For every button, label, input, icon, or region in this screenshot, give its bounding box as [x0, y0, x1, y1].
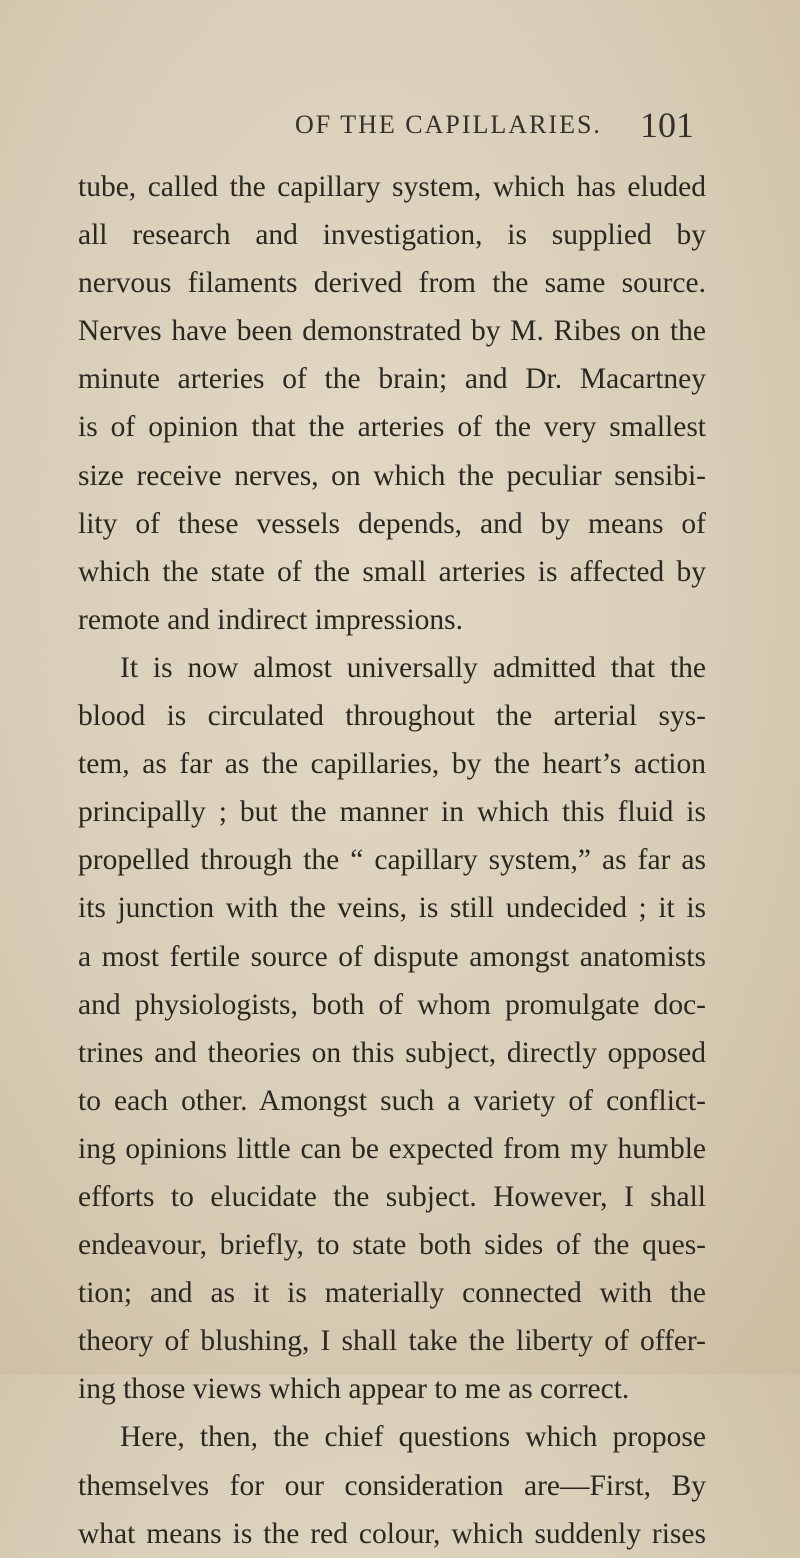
text-line: a most fertile source of dispute amongst anatomists [78, 940, 706, 973]
running-head: OF THE CAPILLARIES. [295, 110, 602, 139]
text-line: endeavour, briefly, to state both sides of the ques- [78, 1229, 706, 1262]
text-line: minute arteries of the brain; and Dr. Macartney [78, 363, 706, 396]
text-line: blood is circulated throughout the arterial sys- [78, 700, 706, 733]
text-line: tem, as far as the capillaries, by the heart’s action [78, 748, 706, 781]
text-line: trines and theories on this subject, directly opposed [78, 1036, 706, 1069]
paragraph-start-line: Here, then, the chief questions which propose [120, 1421, 706, 1454]
body-text [78, 163, 706, 1558]
text-line: tion; and as it is materially connected with the [78, 1277, 706, 1310]
text-line: ing those views which appear to me as correct. [78, 1373, 630, 1406]
text-line: principally ; but the manner in which this fluid is [78, 796, 706, 829]
text-line: which the state of the small arteries is affected by [78, 555, 706, 588]
text-line: ing opinions little can be expected from my humble [78, 1132, 706, 1165]
paragraph-start-line: It is now almost universally admitted that the [120, 651, 706, 684]
text-line: remote and indirect impressions. [78, 603, 464, 636]
text-line: Nerves have been demonstrated by M. Ribes on the [78, 315, 706, 348]
text-line: themselves for our consideration are—First, By [78, 1469, 706, 1502]
text-line: its junction with the veins, is still undecided ; it is [78, 892, 706, 925]
page-number: 101 [640, 105, 694, 145]
text-line: is of opinion that the arteries of the very smallest [78, 411, 706, 444]
text-line: lity of these vessels depends, and by means of [78, 507, 706, 540]
text-line: tube, called the capillary system, which has eluded [78, 171, 706, 203]
text-line: to each other. Amongst such a variety of conflict- [78, 1084, 706, 1117]
text-line: theory of blushing, I shall take the liberty of offer- [78, 1325, 706, 1358]
text-line: propelled through the “ capillary system,” as far as [78, 844, 706, 877]
text-line: what means is the red colour, which suddenly rises [78, 1517, 706, 1550]
text-line: nervous filaments derived from the same source. [78, 267, 706, 300]
text-line: size receive nerves, on which the peculiar sensibi- [78, 459, 706, 492]
text-line: efforts to elucidate the subject. However, I shall [78, 1180, 706, 1213]
text-line: and physiologists, both of whom promulgate doc- [78, 988, 706, 1021]
text-line: all research and investigation, is supplied by [78, 219, 706, 252]
